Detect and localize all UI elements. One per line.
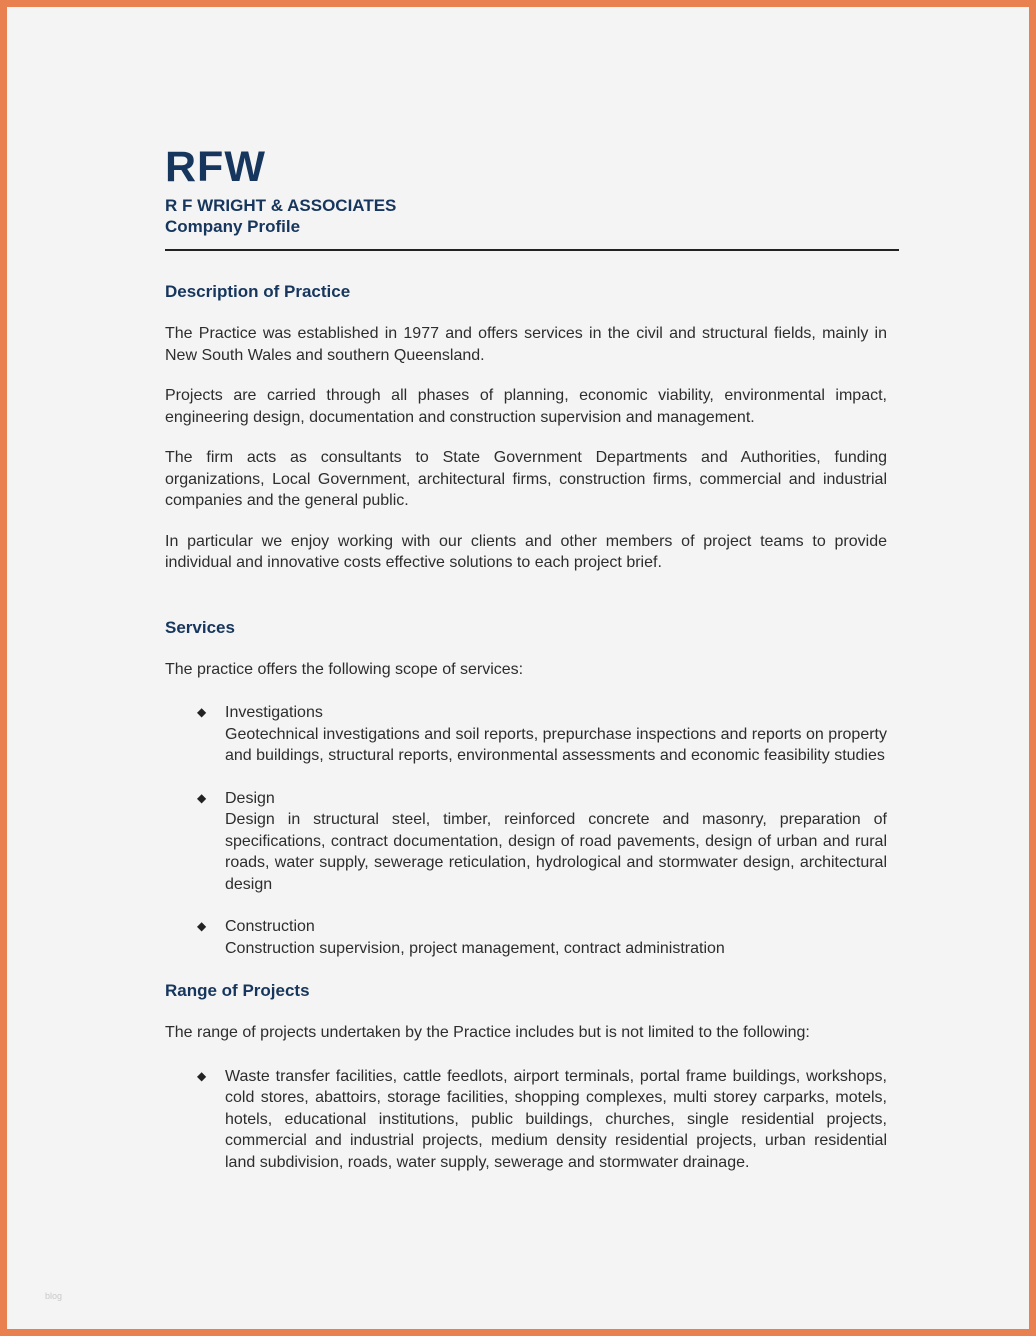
list-item xyxy=(165,702,887,767)
description-paragraph: The Practice was established in 1977 and offers services in the civil and structural fields, mainly in New South Wales and southern Queensland. xyxy=(165,325,887,364)
services-list xyxy=(165,702,887,959)
service-title: Investigations xyxy=(225,704,323,721)
list-item xyxy=(165,1066,887,1174)
services-intro: The practice offers the following scope of services: xyxy=(165,660,524,678)
document-page xyxy=(165,145,887,1194)
description-paragraph: The firm acts as consultants to State Government Departments and Authorities, funding organizations, Local Government, architectural firms, construction firms, commercial and industrial companies and the general public. xyxy=(165,449,887,509)
diamond-bullet-icon: ◆ xyxy=(197,1068,207,1083)
project-description: Waste transfer facilities, cattle feedlots, airport terminals, portal frame buildings, workshops, cold stores, abattoirs, storage facilities, shopping complexes, multi storey carparks, motels, hotels, educational institutions, public buildings, churches, single residential projects, commercial and industrial projects, medium density residential projects, urban residential land subdivision, roads, water supply, sewerage and stormwater drainage. xyxy=(225,1067,887,1171)
projects-intro: The range of projects undertaken by the Practice includes but is not limited to the following: xyxy=(165,1024,810,1041)
projects-section xyxy=(165,980,887,1173)
projects-list xyxy=(165,1066,887,1174)
document-title: Company Profile xyxy=(165,217,301,236)
description-heading: Description of Practice xyxy=(165,282,351,301)
footer-mark: blog xyxy=(45,1291,63,1301)
service-description: Construction supervision, project management, contract administration xyxy=(225,939,725,957)
list-item xyxy=(165,916,887,959)
description-paragraph: Projects are carried through all phases of planning, economic viability, environmental impact, engineering design, documentation and construction supervision and management. xyxy=(165,387,887,426)
description-paragraph: In particular we enjoy working with our clients and other members of project teams to provide individual and innovative costs effective solutions to each project brief. xyxy=(165,532,887,571)
service-description: Geotechnical investigations and soil reports, prepurchase inspections and reports on property and buildings, structural reports, environmental assessments and economic feasibility studies xyxy=(225,725,887,764)
service-title: Construction xyxy=(225,918,315,935)
header-divider xyxy=(165,249,899,251)
company-logo: RFW xyxy=(165,143,266,191)
document-header xyxy=(165,145,887,251)
service-description: Design in structural steel, timber, reinforced concrete and masonry, preparation of specifications, contract documentation, design of road pavements, design of urban and rural roads, water supply, sewerage reticulation, hydrological and stormwater design, architectural design xyxy=(225,811,887,893)
projects-heading: Range of Projects xyxy=(165,981,310,1000)
company-name: R F WRIGHT & ASSOCIATES xyxy=(165,196,397,215)
services-section xyxy=(165,617,887,960)
diamond-bullet-icon: ◆ xyxy=(197,919,207,933)
service-title: Design xyxy=(225,789,275,807)
services-heading: Services xyxy=(165,617,235,637)
diamond-bullet-icon: ◆ xyxy=(197,790,207,805)
diamond-bullet-icon: ◆ xyxy=(197,705,207,719)
description-section xyxy=(165,281,887,574)
list-item xyxy=(165,788,887,896)
